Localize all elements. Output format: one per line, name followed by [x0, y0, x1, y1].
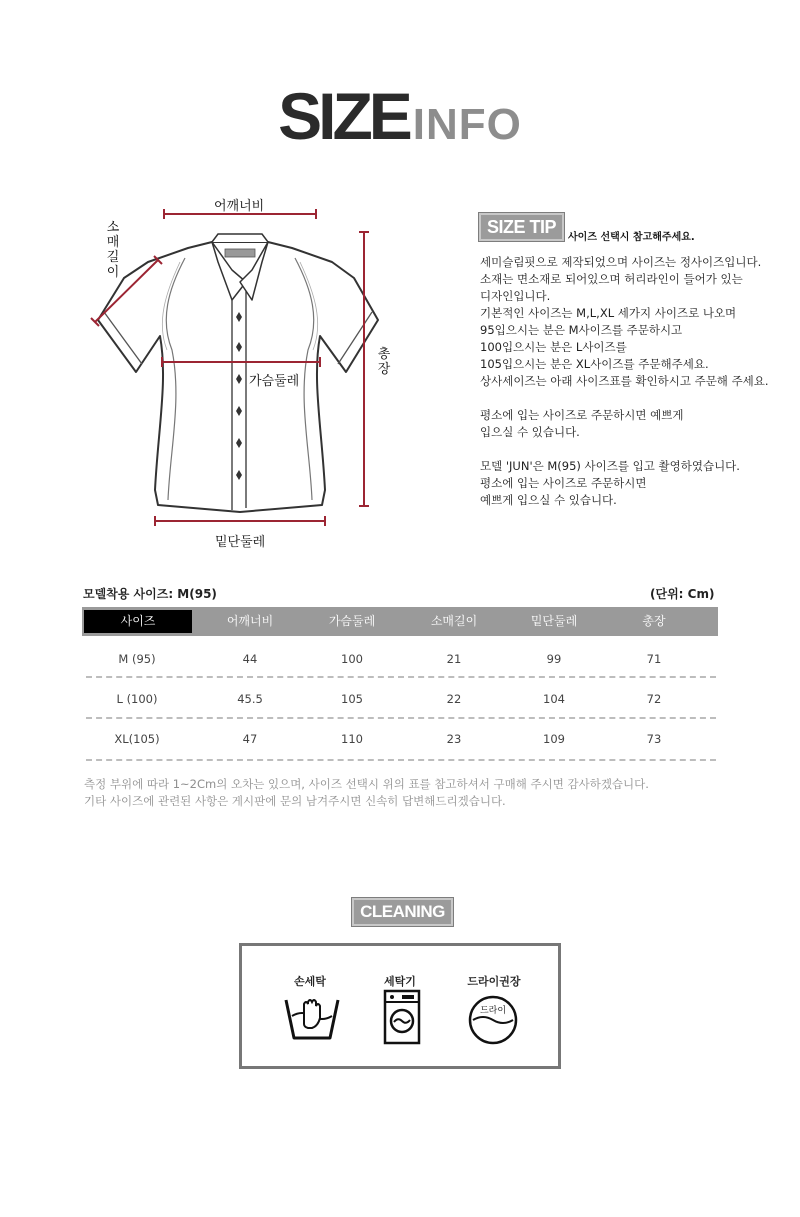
table-cell: L (100)	[116, 692, 158, 706]
hand-wash-label: 손세탁	[294, 975, 326, 988]
machine-wash-label: 세탁기	[384, 975, 416, 988]
size-tip-line: 상사세이즈는 아래 사이즈표를 확인하시고 주문해 주세요.	[480, 374, 769, 388]
washing-machine-icon	[382, 988, 422, 1046]
size-tip-line: 평소에 입는 사이즈로 주문하시면	[480, 476, 647, 490]
length-measure	[359, 232, 369, 506]
size-tip-line: 모델 'JUN'은 M(95) 사이즈를 입고 촬영하였습니다.	[480, 459, 740, 473]
table-cell: M (95)	[118, 652, 156, 666]
table-header-cell: 소매길이	[430, 614, 478, 628]
size-tip-line: 소재는 면소재로 되어있으며 허리라인이 들어가 있는	[480, 272, 743, 286]
table-cell: 21	[446, 652, 462, 666]
dry-clean-icon-text: 드라이	[479, 1006, 507, 1016]
cleaning-box	[239, 943, 561, 1069]
shirt-label	[225, 249, 255, 257]
size-tip-text	[480, 254, 796, 509]
label-char: 총	[377, 347, 391, 362]
size-tip-line: 예쁘게 입으실 수 있습니다.	[480, 493, 617, 507]
table-header-cell: 총장	[642, 614, 666, 628]
table-header-cell: 가슴둘레	[328, 614, 376, 628]
table-cell: 99	[546, 652, 562, 666]
table-cell: 109	[543, 732, 565, 746]
chest-label: 가슴둘레	[249, 370, 299, 389]
size-tip-badge: SIZE TIP	[478, 212, 565, 242]
label-char: 이	[106, 265, 120, 280]
cleaning-badge: CLEANING	[351, 897, 454, 927]
table-cell: XL(105)	[114, 732, 160, 746]
page-title	[0, 78, 800, 154]
size-tip-line: 95입으시는 분은 M사이즈를 주문하시고	[480, 323, 683, 337]
length-label	[375, 347, 393, 377]
table-cell: 71	[646, 652, 662, 666]
label-char: 매	[106, 235, 120, 250]
table-cell: 100	[341, 652, 363, 666]
dry-clean-label: 드라이권장	[467, 975, 521, 988]
note-line: 측정 부위에 따라 1~2Cm의 오차는 있으며, 사이즈 선택시 위의 표를 참고하셔서 구매해 주시면 감사하겠습니다.	[84, 777, 649, 791]
table-cell: 23	[446, 732, 462, 746]
label-char: 길	[106, 250, 120, 265]
hem-label: 밑단둘레	[215, 535, 266, 550]
unit-label: (단위: Cm)	[650, 587, 715, 601]
size-tip-line	[480, 441, 796, 458]
size-tip-caption: 사이즈 선택시 참고해주세요.	[568, 232, 695, 243]
size-note	[84, 776, 649, 810]
table-header-cell: 밑단둘레	[530, 614, 578, 628]
hand-wash-icon	[282, 994, 342, 1044]
table-cell: 110	[341, 732, 363, 746]
table-row	[82, 652, 718, 672]
label-char: 소	[106, 220, 120, 235]
table-header-cell: 어깨너비	[226, 614, 274, 628]
table-cell: 45.5	[237, 692, 263, 706]
shoulder-label: 어깨너비	[214, 199, 265, 214]
table-cell: 72	[646, 692, 662, 706]
size-tip-line: 디자인입니다.	[480, 289, 551, 303]
table-cell: 73	[646, 732, 662, 746]
table-header-cell: 사이즈	[84, 610, 192, 633]
shirt-diagram	[80, 195, 400, 555]
table-cell: 22	[446, 692, 462, 706]
size-tip-line: 평소에 입는 사이즈로 주문하시면 예쁘게	[480, 408, 684, 422]
table-cell: 47	[242, 732, 258, 746]
row-divider	[86, 676, 716, 678]
size-tip-line: 105입으시는 분은 XL사이즈를 주문해주세요.	[480, 357, 709, 371]
note-line: 기타 사이즈에 관련된 사항은 게시판에 문의 남겨주시면 신속히 답변해드리겠습니다.	[84, 794, 506, 808]
model-size-label: 모델착용 사이즈: M(95)	[83, 587, 217, 601]
table-row	[82, 732, 718, 752]
table-cell: 105	[341, 692, 363, 706]
size-tip-line	[480, 390, 796, 407]
hem-measure	[155, 516, 325, 526]
title-info: INFO	[412, 100, 522, 149]
size-table-header	[82, 607, 718, 636]
size-tip-line: 세미슬림핏으로 제작되었으며 사이즈는 정사이즈입니다.	[480, 255, 762, 269]
size-tip-line: 기본적인 사이즈는 M,L,XL 세가지 사이즈로 나오며	[480, 306, 737, 320]
size-tip-line: 100입으시는 분은 L사이즈를	[480, 340, 627, 354]
row-divider	[86, 759, 716, 761]
row-divider	[86, 717, 716, 719]
label-char: 장	[377, 362, 391, 377]
title-size: SIZE	[278, 79, 409, 153]
sleeve-label	[104, 220, 122, 280]
size-tip-line: 입으실 수 있습니다.	[480, 425, 580, 439]
table-cell: 104	[543, 692, 565, 706]
table-row	[82, 692, 718, 712]
dry-clean-icon	[467, 994, 519, 1046]
table-cell: 44	[242, 652, 258, 666]
